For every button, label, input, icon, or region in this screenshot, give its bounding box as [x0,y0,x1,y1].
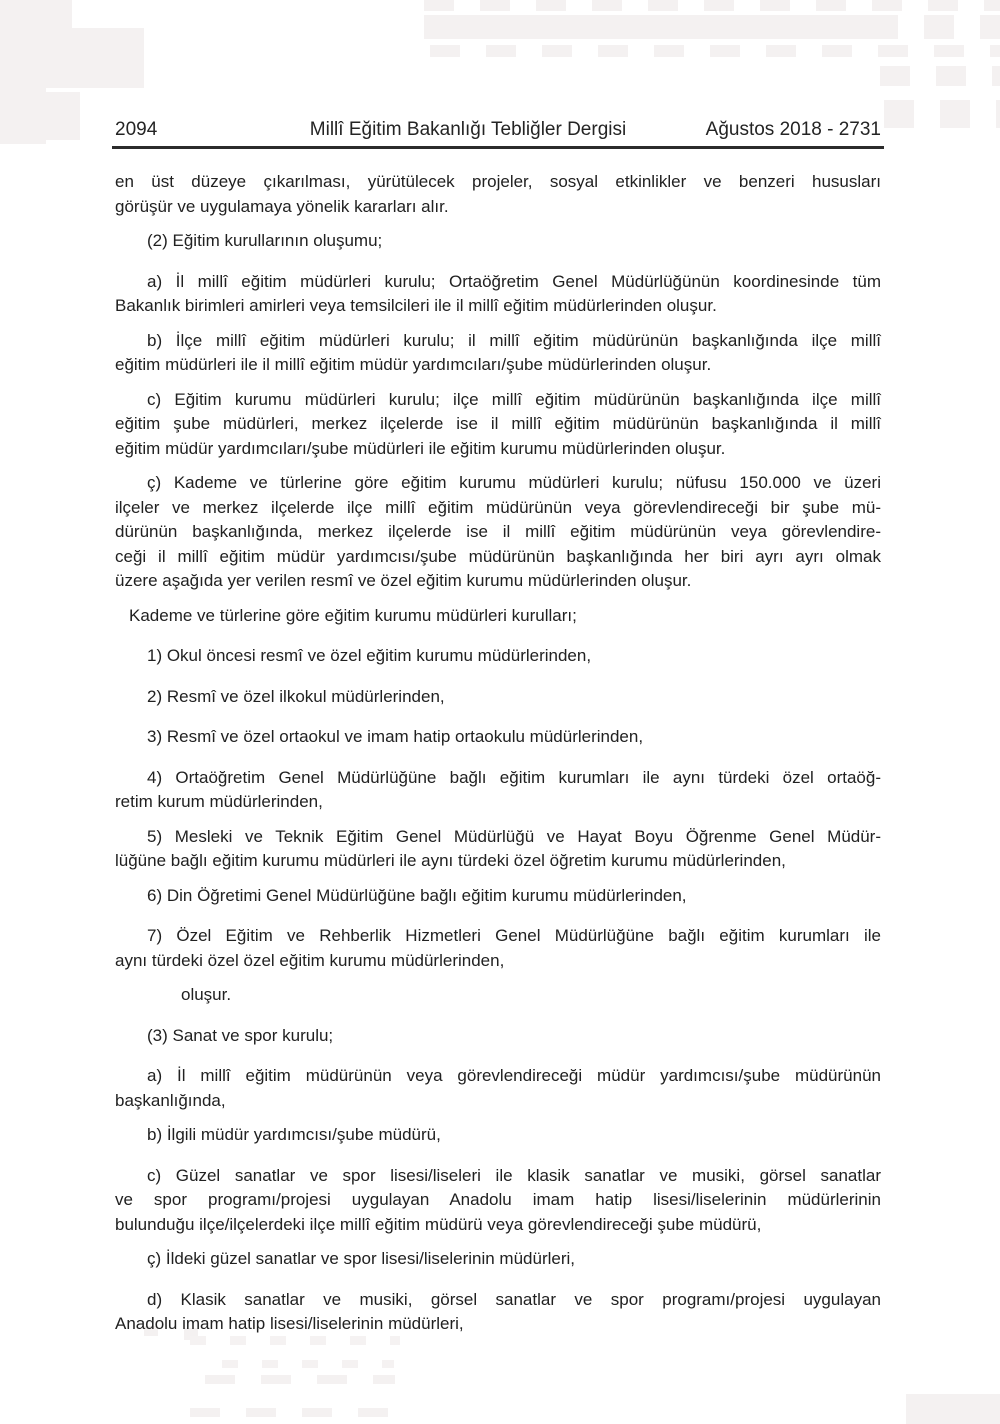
header-rule [112,146,884,149]
paragraph [115,983,881,1008]
paragraph [115,229,881,254]
paragraph [115,1247,881,1272]
paragraph [115,685,881,710]
text-line: 4) Ortaöğretim Genel Müdürlüğüne bağlı eğitim kurumları ile aynı türdeki özel ortaöğ- [147,767,881,787]
text-line: a) İl millî eğitim müdürleri kurulu; Ortaöğretim Genel Müdürlüğünün koordinesinde tüm [147,271,881,291]
text-line: 7) Özel Eğitim ve Rehberlik Hizmetleri Genel Müdürlüğüne bağlı eğitim kurumları ile [147,926,881,945]
text-line: b) İlçe millî eğitim müdürleri kurulu; il millî eğitim müdürünün başkanlığında ilçe millî [147,330,881,350]
paragraph [115,170,881,219]
text-line: en üst düzeye çıkarılması, yürütülecek projeler, sosyal etkinlikler ve benzeri hususları [115,172,881,191]
text-line: başkanlığında, [115,1090,226,1110]
paragraph [115,388,881,462]
paragraph [115,1024,881,1049]
document-body [115,170,881,1347]
text-line: 5) Mesleki ve Teknik Eğitim Genel Müdürlüğü ve Hayat Boyu Öğrenme Genel Müdür- [147,826,881,846]
issue-label: Ağustos 2018 - 2731 [705,119,881,140]
text-line: aynı türdeki özel özel eğitim kurumu müdürlerinden, [115,950,505,970]
text-line: c) Güzel sanatlar ve spor lisesi/liseleri ile klasik sanatlar ve musiki, görsel sanatlar [147,1165,881,1185]
text-line: ç) Kademe ve türlerine göre eğitim kurumu müdürleri kurulu; nüfusu 150.000 ve üzeri [147,473,881,492]
text-line: ceği il millî eğitim müdür yardımcısı/şube müdürünün başkanlığında her biri ayrı ayrı olmak [115,546,881,566]
text-line: ve spor programı/projesi uygulayan Anadolu imam hatip lisesi/liselerinin müdürlerinin [115,1190,881,1209]
journal-title: Millî Eğitim Bakanlığı Tebliğler Dergisi [309,119,627,140]
paragraph [115,1123,881,1148]
text-line: (3) Sanat ve spor kurulu; [147,1025,334,1045]
text-line: (2) Eğitim kurullarının oluşumu; [147,231,383,250]
text-line: ilçeler ve merkez ilçelerde ilçe millî eğitim müdürünün veya görevlendireceği bir şube mü- [115,497,881,517]
paragraph [115,725,881,750]
paragraph [115,766,881,815]
text-line: Kademe ve türlerine göre eğitim kurumu müdürleri kurulları; [129,605,577,625]
paragraph [115,471,881,594]
paragraph [115,825,881,874]
text-line: c) Eğitim kurumu müdürleri kurulu; ilçe millî eğitim müdürünün başkanlığında ilçe millî [147,389,881,409]
text-line: bulunduğu ilçe/ilçelerdeki ilçe millî eğitim müdürü veya görevlendireceği şube müdürü, [115,1214,762,1234]
paragraph [115,1164,881,1238]
paragraph [115,1288,881,1337]
paragraph [115,884,881,909]
paragraph [115,1064,881,1113]
text-line: üzere aşağıda yer verilen resmî ve özel eğitim kurumu müdürlerinden oluşur. [115,571,692,590]
text-line: görüşür ve uygulamaya yönelik kararları alır. [115,196,449,216]
paragraph [115,924,881,973]
paragraph [115,604,881,629]
text-line: 1) Okul öncesi resmî ve özel eğitim kurumu müdürlerinden, [147,646,592,665]
paragraph [115,329,881,378]
text-line: eğitim müdür yardımcıları/şube müdürleri ile eğitim kurumu müdürlerinden oluşur. [115,438,726,458]
text-line: lüğüne bağlı eğitim kurumu müdürleri ile aynı türdeki özel öğretim kurumu müdürlerinden, [115,851,786,870]
text-line: 2) Resmî ve özel ilkokul müdürlerinden, [147,686,445,706]
text-line: 3) Resmî ve özel ortaokul ve imam hatip ortaokulu müdürlerinden, [147,727,644,746]
page-header [115,119,881,141]
text-line: retim kurum müdürlerinden, [115,792,323,811]
text-line: oluşur. [181,985,232,1004]
text-line: eğitim şube müdürleri, merkez ilçelerde ise il millî eğitim müdürünün başkanlığında il millî [115,414,881,433]
text-line: Anadolu imam hatip lisesi/liselerinin müdürleri, [115,1314,464,1333]
text-line: d) Klasik sanatlar ve musiki, görsel sanatlar ve spor programı/projesi uygulayan [147,1289,881,1309]
paragraph [115,270,881,319]
text-line: Bakanlık birimleri amirleri veya temsilcileri ile il millî eğitim müdürlerinden oluşur. [115,296,717,315]
text-line: b) İlgili müdür yardımcısı/şube müdürü, [147,1125,441,1144]
text-line: eğitim müdürleri ile il millî eğitim müdür yardımcıları/şube müdürlerinden oluşur. [115,355,712,374]
text-line: 6) Din Öğretimi Genel Müdürlüğüne bağlı eğitim kurumu müdürlerinden, [147,885,687,905]
text-line: a) İl millî eğitim müdürünün veya görevlendireceği müdür yardımcısı/şube müdürünün [147,1066,881,1085]
text-line: dürünün başkanlığında, merkez ilçelerde ise il millî eğitim müdürünün veya görevlendire- [115,522,881,541]
page-number: 2094 [115,119,158,140]
text-line: ç) İldeki güzel sanatlar ve spor lisesi/liselerinin müdürleri, [147,1249,576,1268]
paragraph [115,644,881,669]
